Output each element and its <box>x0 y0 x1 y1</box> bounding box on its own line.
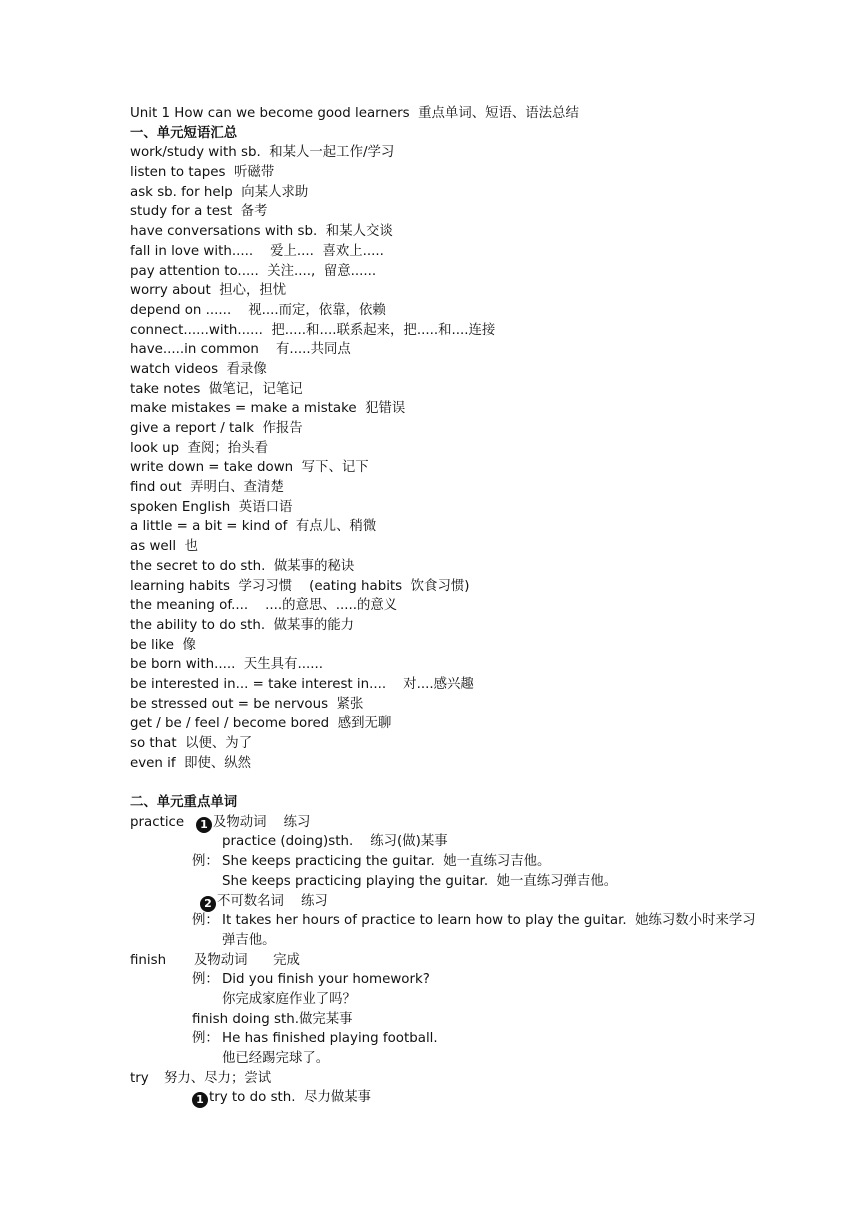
entry-try <box>130 1069 820 1108</box>
sense-line <box>130 1088 820 1108</box>
headword-practice: practice <box>130 814 185 830</box>
phrase-item: pay attention to..... 关注...., 留意...... <box>130 263 377 279</box>
usage-pattern: practice (doing)sth. 练习(做)某事 <box>222 834 448 850</box>
phrase-item: as well 也 <box>130 539 198 555</box>
example-text: She keeps practicing the guitar. 她一直练习吉他。 <box>222 854 551 870</box>
phrase-item: find out 弄明白、查清楚 <box>130 480 284 496</box>
headword-finish: finish <box>130 952 167 968</box>
phrase-item: get / be / feel / become bored 感到无聊 <box>130 716 392 732</box>
word-try-line <box>130 1069 820 1089</box>
phrase-item: depend on ...... 视....而定，依靠，依赖 <box>130 302 386 318</box>
example-text: He has finished playing football. <box>222 1031 438 1047</box>
phrase-item: ask sb. for help 向某人求助 <box>130 184 309 200</box>
example-line <box>130 852 820 872</box>
spacer <box>130 773 820 793</box>
phrase-item: the meaning of.... ....的意思、.....的意义 <box>130 598 398 614</box>
phrase-item: take notes 做笔记，记笔记 <box>130 381 303 397</box>
example-label: 例： <box>192 913 219 929</box>
usage-pattern: try to do sth. 尽力做某事 <box>209 1090 372 1106</box>
word-practice-line <box>130 813 820 833</box>
phrase-list <box>130 143 820 773</box>
entry-practice <box>130 813 820 951</box>
phrase-item: connect......with...... 把.....和....联系起来，把.....和....连接 <box>130 322 496 338</box>
document-title: Unit 1 How can we become good learners 重点单词、短语、语法总结 <box>130 106 579 121</box>
sense-line <box>130 892 820 912</box>
phrase-item: learning habits 学习习惯 (eating habits 饮食习惯) <box>130 578 470 594</box>
phrase-item: watch videos 看录像 <box>130 361 267 377</box>
example-text: Did you finish your homework? <box>222 972 430 988</box>
phrase-item: spoken English 英语口语 <box>130 499 293 515</box>
phrase-item: give a report / talk 作报告 <box>130 421 303 436</box>
example-line <box>130 911 820 931</box>
section-heading-words: 二、单元重点单词 <box>130 795 238 811</box>
example-text: It takes her hours of practice to learn how to play the guitar. 她练习数小时来学习 <box>222 913 756 929</box>
phrase-item: study for a test 备考 <box>130 204 268 220</box>
number-1-icon: 1 <box>192 1092 208 1108</box>
sense-text: 努力、尽力；尝试 <box>164 1070 272 1086</box>
phrase-item: be stressed out = be nervous 紧张 <box>130 696 364 712</box>
phrase-item: be interested in... = take interest in.... 对....感兴趣 <box>130 676 474 692</box>
headword-try: try <box>130 1070 149 1086</box>
section-heading-phrases: 一、单元短语汇总 <box>130 125 238 141</box>
example-translation: 他已经踢完球了。 <box>222 1051 330 1066</box>
phrase-item: have.....in common 有.....共同点 <box>130 342 351 358</box>
example-line <box>130 970 820 990</box>
phrase-item: even if 即使、纵然 <box>130 755 252 771</box>
phrase-item: the ability to do sth. 做某事的能力 <box>130 617 355 633</box>
phrase-item: a little = a bit = kind of 有点儿、稍微 <box>130 519 377 535</box>
entry-finish <box>130 951 820 1069</box>
phrase-item: be like 像 <box>130 637 196 653</box>
phrase-item: look up 查阅；抬头看 <box>130 440 268 456</box>
sense-text: 及物动词 练习 <box>213 814 311 830</box>
phrase-item: the secret to do sth. 做某事的秘诀 <box>130 558 355 574</box>
phrase-item: so that 以便、为了 <box>130 736 253 751</box>
phrase-item: listen to tapes 听磁带 <box>130 165 275 181</box>
example-label: 例： <box>192 1031 219 1047</box>
number-1-icon: 1 <box>196 817 212 833</box>
sense-text: 不可数名词 练习 <box>217 893 328 909</box>
example-label: 例： <box>192 972 219 988</box>
phrase-item: be born with..... 天生具有...... <box>130 657 324 673</box>
phrase-item: work/study with sb. 和某人一起工作/学习 <box>130 145 395 161</box>
example-line <box>130 1029 820 1049</box>
example-text: She keeps practicing playing the guitar. 她一直练习弹吉他。 <box>222 873 618 889</box>
sense-text: 及物动词 完成 <box>194 952 300 968</box>
number-2-icon: 2 <box>200 896 216 912</box>
document-page <box>130 104 820 1108</box>
example-label: 例： <box>192 854 219 870</box>
phrase-item: have conversations with sb. 和某人交谈 <box>130 224 393 240</box>
example-text-continued: 弹吉他。 <box>222 932 276 948</box>
phrase-item: worry about 担心，担忧 <box>130 283 287 299</box>
phrase-item: write down = take down 写下、记下 <box>130 460 369 476</box>
phrase-item: fall in love with..... 爱上.... 喜欢上..... <box>130 243 384 259</box>
phrase-item: make mistakes = make a mistake 犯错误 <box>130 401 406 417</box>
example-translation: 你完成家庭作业了吗？ <box>222 991 356 1007</box>
usage-pattern: finish doing sth.做完某事 <box>192 1011 353 1027</box>
word-finish-line <box>130 951 820 971</box>
